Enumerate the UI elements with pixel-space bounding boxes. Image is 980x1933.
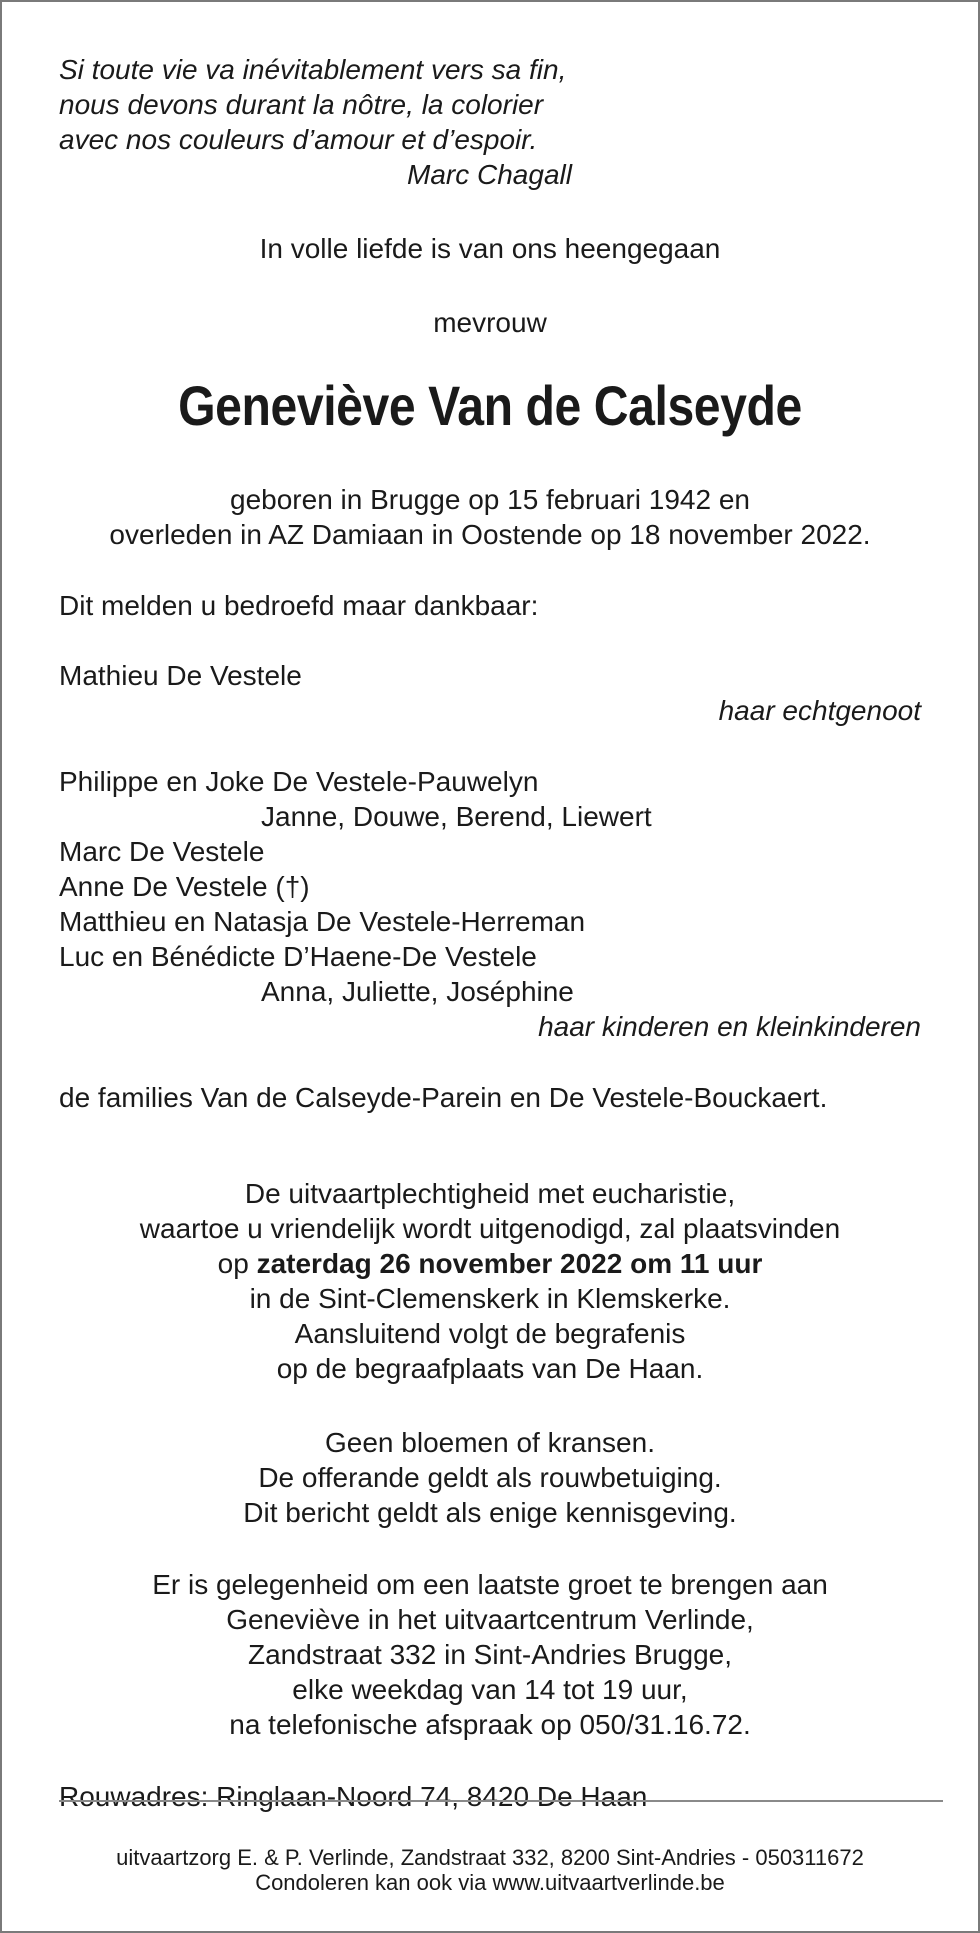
ceremony-date: zaterdag 26 november 2022 om 11 uur — [256, 1248, 763, 1279]
footer-company: uitvaartzorg E. & P. Verlinde, Zandstraat 332, 8200 Sint-Andries - 050311672 — [116, 1845, 864, 1870]
child-line: Philippe en Joke De Vestele-Pauwelyn — [59, 766, 539, 797]
honorific: mevrouw — [433, 307, 547, 338]
child-line: Marc De Vestele — [59, 836, 265, 867]
families-line: de families Van de Calseyde-Parein en De Vestele-Bouckaert. — [59, 1082, 828, 1113]
ceremony-line: Aansluitend volgt de begrafenis — [294, 1318, 686, 1349]
ceremony-line: op de begraafplaats van De Haan. — [276, 1353, 704, 1384]
birth-line: geboren in Brugge op 15 februari 1942 en — [230, 484, 750, 515]
quote-line: Si toute vie va inévitablement vers sa fin, — [59, 54, 567, 85]
children-relation: haar kinderen en kleinkinderen — [538, 1011, 921, 1042]
child-line: Anne De Vestele (†) — [59, 871, 310, 902]
child-line: Luc en Bénédicte D’Haene-De Vestele — [59, 941, 537, 972]
notes-line: Dit bericht geldt als enige kennisgeving. — [243, 1497, 737, 1528]
visit-line: elke weekdag van 14 tot 19 uur, — [292, 1674, 688, 1705]
visit-line: Zandstraat 332 in Sint-Andries Brugge, — [247, 1639, 733, 1670]
ceremony-prefix: op — [217, 1248, 257, 1279]
footer-divider — [59, 1800, 943, 1802]
visit-line: Er is gelegenheid om een laatste groet te brengen aan — [152, 1569, 828, 1600]
quote-author: Marc Chagall — [407, 159, 572, 190]
intro-text: In volle liefde is van ons heengegaan — [259, 233, 721, 264]
quote-line: nous devons durant la nôtre, la colorier — [59, 89, 544, 120]
visit-line: na telefonische afspraak op 050/31.16.72. — [229, 1709, 751, 1740]
ceremony-date-line — [2, 1246, 978, 1282]
ceremony-line: De uitvaartplechtigheid met eucharistie, — [244, 1178, 736, 1209]
footer-condolence: Condoleren kan ook via www.uitvaartverlinde.be — [255, 1870, 725, 1895]
announce-line: Dit melden u bedroefd maar dankbaar: — [59, 590, 539, 621]
quote-line: avec nos couleurs d’amour et d’espoir. — [59, 124, 538, 155]
grandchildren-line: Janne, Douwe, Berend, Liewert — [261, 801, 652, 832]
visit-line: Geneviève in het uitvaartcentrum Verlinde, — [226, 1604, 754, 1635]
ceremony-line: in de Sint-Clemenskerk in Klemskerke. — [249, 1283, 731, 1314]
spouse-name: Mathieu De Vestele — [59, 660, 302, 691]
spouse-relation: haar echtgenoot — [718, 695, 921, 726]
opening-quote — [59, 52, 572, 192]
mourning-address: Rouwadres: Ringlaan-Noord 74, 8420 De Haan — [59, 1781, 648, 1812]
child-line: Matthieu en Natasja De Vestele-Herreman — [59, 906, 586, 937]
grandchildren-line: Anna, Juliette, Joséphine — [261, 976, 574, 1007]
notes-line: Geen bloemen of kransen. — [325, 1427, 655, 1458]
death-line: overleden in AZ Damiaan in Oostende op 18 november 2022. — [109, 519, 871, 550]
ceremony-line: waartoe u vriendelijk wordt uitgenodigd, zal plaatsvinden — [139, 1213, 841, 1244]
notes-line: De offerande geldt als rouwbetuiging. — [258, 1462, 722, 1493]
deceased-name: Geneviève Van de Calseyde — [178, 374, 802, 437]
